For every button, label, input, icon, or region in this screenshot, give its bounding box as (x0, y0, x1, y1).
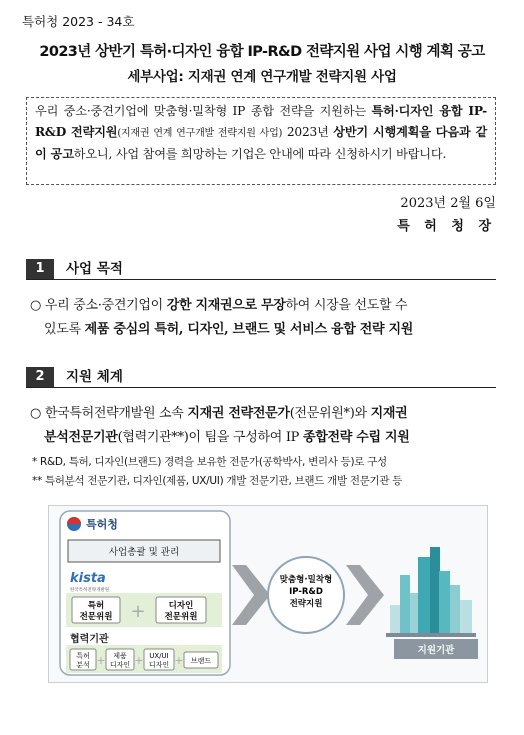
partner-3-line2: 디자인 (148, 661, 170, 669)
s1-text-2: 하여 시장을 선도할 수 (285, 298, 408, 313)
footnote-1: * R&D, 특허, 디자인(브랜드) 경력을 보유한 전문가(공학박사, 변리사 등)로 구성 (32, 456, 387, 468)
section-2-bullet (30, 402, 500, 450)
s1-text-1: ○ 우리 중소·중견기업이 (30, 298, 167, 313)
center-line3: 전략지원 (289, 599, 323, 609)
s1-text-3: 있도록 (44, 322, 85, 337)
section-2-header (26, 367, 496, 388)
intro-bold-2: 상반기 시행계획을 다음과 같이 공고 (35, 124, 488, 161)
intro-bold-1: 특허·디자인 융합 IP-R&D 전략지원 (35, 104, 487, 139)
page-subtitle: 세부사업: 지재권 연계 연구개발 전략지원 사업 (127, 69, 397, 85)
section-1-title: 사업 목적 (66, 261, 123, 277)
target-label: 지원기관 (417, 645, 455, 656)
page-title: 2023년 상반기 특허·디자인 융합 IP-R&D 전략지원 사업 시행 계획 공고 (39, 44, 485, 60)
section-2-title: 지원 체계 (66, 369, 123, 385)
footnote-2: ** 특허분석 전문기관, 디자인(제품, UX/UI) 개발 전문기관, 브랜드 개발 전문기관 등 (32, 475, 403, 487)
intro-text-3: 하오니, 사업 참여를 희망하는 기업은 안내에 따라 신청하시기 바랍니다. (73, 147, 447, 161)
partner-2-line1: 제품 (113, 652, 127, 660)
management-label: 사업총괄 및 관리 (108, 547, 180, 558)
intro-small: (지재권 연계 연구개발 전략지원 사업) (117, 127, 283, 139)
partner-2-line2: 디자인 (109, 661, 131, 669)
partner-title: 협력기관 (70, 634, 109, 645)
intro-text-1: 우리 중소·중견기업에 맞춤형·밀착형 IP 종합 전략을 지원하는 (35, 104, 372, 118)
plus-icon: + (130, 601, 146, 622)
kipo-logo-icon (67, 517, 81, 531)
partner-3-line1: UX/UI (149, 652, 169, 660)
section-1-bullet (30, 294, 500, 342)
section-1-number: 1 (26, 259, 54, 279)
s2-text-1: ○ 한국특허전략개발원 소속 (30, 406, 188, 421)
center-line2: IP-R&D (289, 587, 323, 597)
s2-text-2: (전문위원*)와 (289, 406, 371, 421)
plus-icon: + (134, 654, 144, 667)
s2-bold-4: 종합전략 수립 지원 (302, 430, 410, 445)
intro-text-2: 2023년 (282, 124, 334, 139)
patent-expert-line1: 특허 (87, 601, 105, 611)
partner-4-label: 브랜드 (190, 657, 212, 665)
s2-text-3: (협력기관**)이 팀을 구성하여 IP (117, 430, 303, 445)
support-system-diagram (48, 505, 488, 683)
partner-1-line1: 특허 (76, 652, 90, 660)
kipo-label: 특허청 (86, 518, 118, 531)
s1-bold-1: 강한 지재권으로 무장 (166, 298, 286, 313)
partner-1-line2: 분석 (76, 661, 90, 669)
s2-bold-1: 지재권 전략전문가 (187, 406, 290, 421)
center-line1: 맞춤형·밀착형 (279, 575, 333, 585)
kista-logo: kista (70, 571, 106, 586)
publish-date: 2023년 2월 6일 (400, 196, 496, 211)
intro-box (26, 97, 496, 185)
kista-subtitle: 한국특허전략개발원 (70, 588, 110, 593)
section-2-number: 2 (26, 367, 54, 387)
notice-number: 특허청 2023 - 34호 (22, 14, 135, 29)
s2-bold-2: 지재권 (370, 406, 408, 421)
section-1-header (26, 259, 496, 280)
patent-expert-line2: 전문위원 (79, 612, 113, 622)
plus-icon: + (96, 654, 106, 667)
plus-icon: + (174, 654, 184, 667)
publish-agency: 특 허 청 장 (397, 219, 496, 234)
design-expert-line2: 전문위원 (164, 612, 198, 622)
design-expert-line1: 디자인 (168, 601, 194, 611)
s1-bold-2: 제품 중심의 특허, 디자인, 브랜드 및 서비스 융합 전략 지원 (84, 322, 414, 337)
s2-bold-3: 분석전문기관 (44, 430, 118, 445)
